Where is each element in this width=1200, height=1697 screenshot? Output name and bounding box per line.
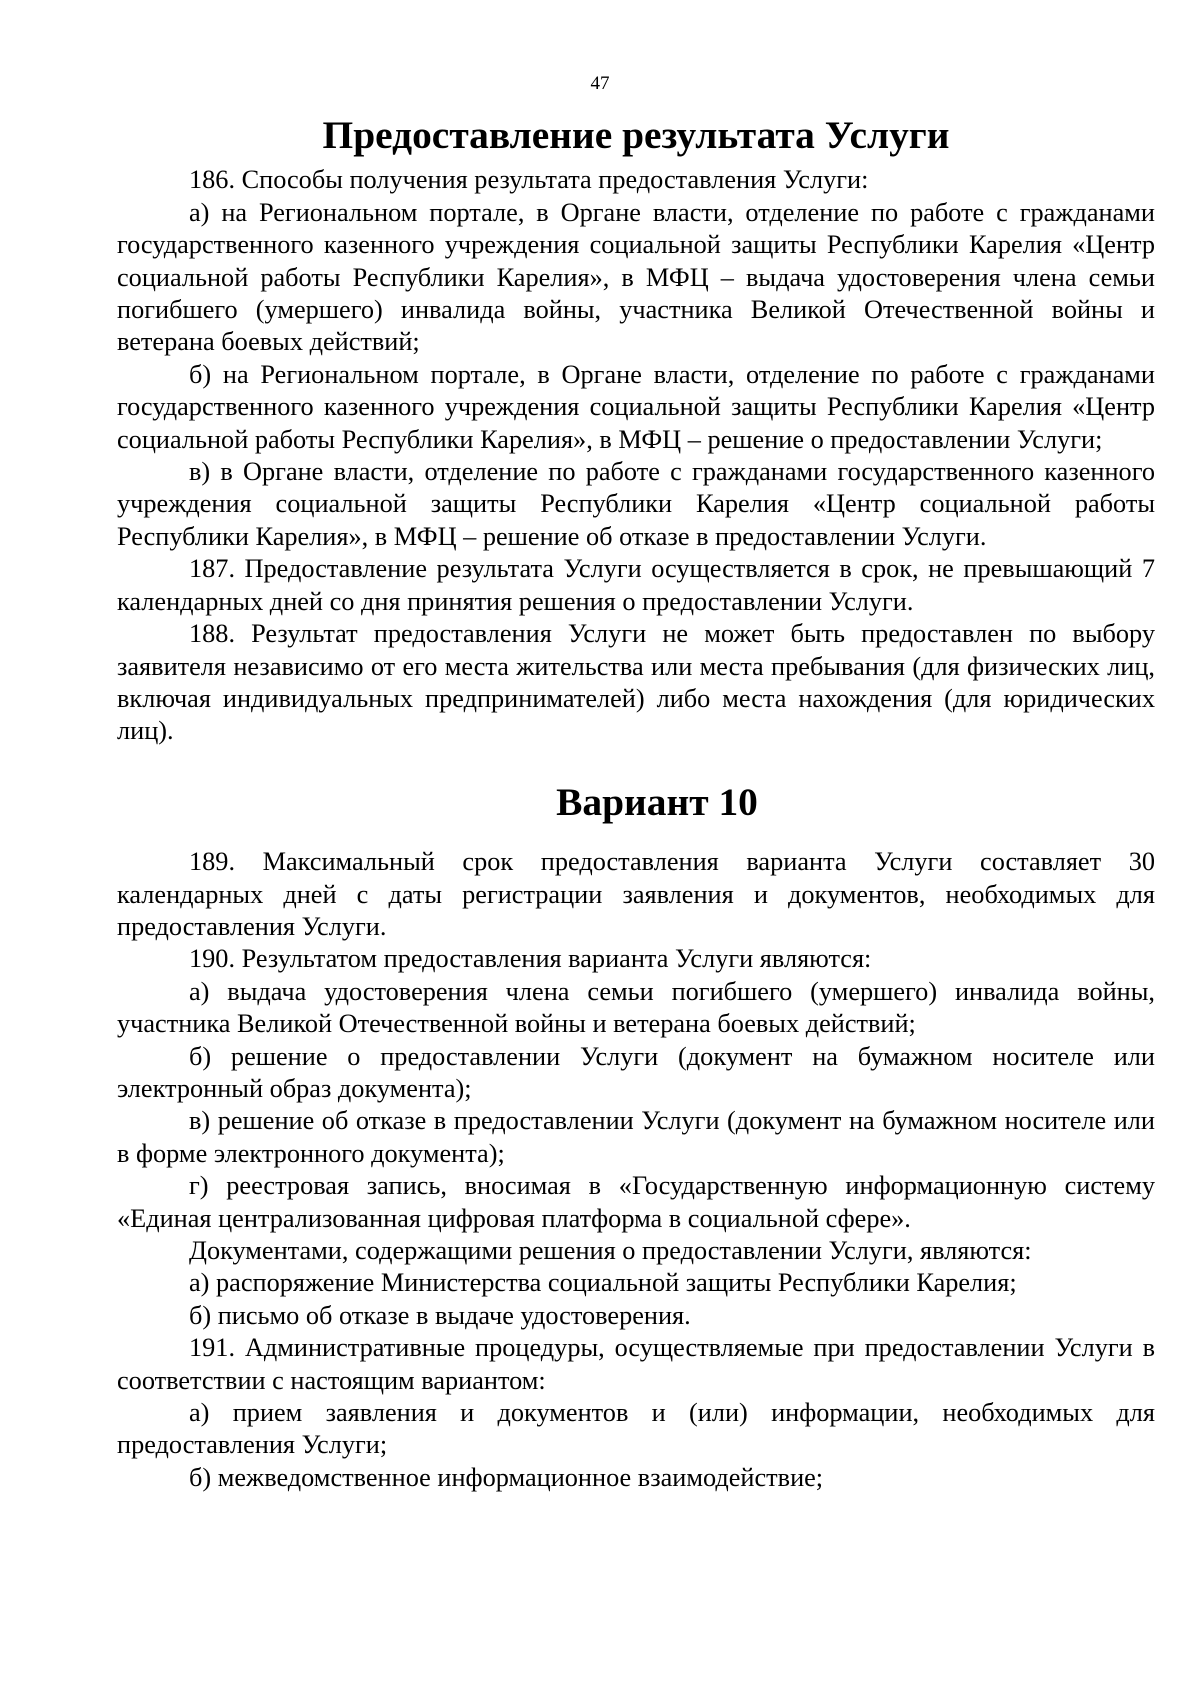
paragraph-190-v: в) решение об отказе в предоставлении Услуги (документ на бумажном носителе или в форме электронного документа); (117, 1106, 1155, 1168)
document-body (117, 113, 1155, 1494)
paragraph-187: 187. Предоставление результата Услуги осуществляется в срок, не превышающий 7 календарных дней со дня принятия решения о предоставлении Услуги. (117, 554, 1155, 616)
paragraph-186-a: а) на Региональном портале, в Органе власти, отделение по работе с гражданами государственного казенного учреждения социальной защиты Республики Карелия «Центр социальной работы Республики Карелия», в МФЦ – выдача удостоверения члена семьи погибшего (умершего) инвалида войны, участника Великой Отечественной войны и ветерана боевых действий; (117, 197, 1155, 357)
paragraph-191: 191. Административные процедуры, осуществляемые при предоставлении Услуги в соответствии с настоящим вариантом: (117, 1333, 1155, 1395)
paragraph-191-a: а) прием заявления и документов и (или) информации, необходимых для предоставления Услуги; (117, 1398, 1155, 1460)
paragraph-186: 186. Способы получения результата предоставления Услуги: (189, 165, 869, 195)
paragraph-189: 189. Максимальный срок предоставления варианта Услуги составляет 30 календарных дней с даты регистрации заявления и документов, необходимых для предоставления Услуги. (117, 847, 1155, 941)
page-number: 47 (590, 73, 610, 94)
paragraph-190-a: а) выдача удостоверения члена семьи погибшего (умершего) инвалида войны, участника Великой Отечественной войны и ветерана боевых действий; (117, 976, 1155, 1039)
paragraph-190: 190. Результатом предоставления варианта Услуги являются: (189, 944, 872, 974)
paragraph-190-g: г) реестровая запись, вносимая в «Государственную информационную систему «Единая централизованная цифровая платформа в социальной сфере». (117, 1171, 1155, 1233)
section-heading-result: Предоставление результата Услуги (322, 113, 950, 157)
paragraph-decision-documents-b: б) письмо об отказе в выдаче удостоверения. (189, 1300, 691, 1330)
paragraph-decision-documents: Документами, содержащими решения о предоставлении Услуги, являются: (189, 1236, 1032, 1265)
paragraph-190-b: б) решение о предоставлении Услуги (документ на бумажном носителе или электронный образ документа); (117, 1041, 1155, 1103)
paragraph-186-b: б) на Региональном портале, в Органе власти, отделение по работе с гражданами государственного казенного учреждения социальной защиты Республики Карелия «Центр социальной работы Республики Карелия», в МФЦ – решение о предоставлении Услуги; (117, 359, 1155, 454)
paragraph-decision-documents-a: а) распоряжение Министерства социальной защиты Республики Карелия; (189, 1268, 1017, 1298)
paragraph-186-v: в) в Органе власти, отделение по работе с гражданами государственного казенного учреждения социальной защиты Республики Карелия «Центр социальной работы Республики Карелия», в МФЦ – решение об отказе в предоставлении Услуги. (117, 457, 1155, 551)
section-variant-10-body (117, 846, 1155, 1494)
section-heading-variant-10: Вариант 10 (556, 779, 758, 824)
paragraph-188: 188. Результат предоставления Услуги не может быть предоставлен по выбору заявителя независимо от его места жительства или места пребывания (для физических лиц, включая индивидуальных предпринимателей) либо места нахождения (для юридических лиц). (117, 619, 1155, 746)
paragraph-191-b: б) межведомственное информационное взаимодействие; (189, 1462, 824, 1492)
section-result-body (117, 164, 1155, 747)
